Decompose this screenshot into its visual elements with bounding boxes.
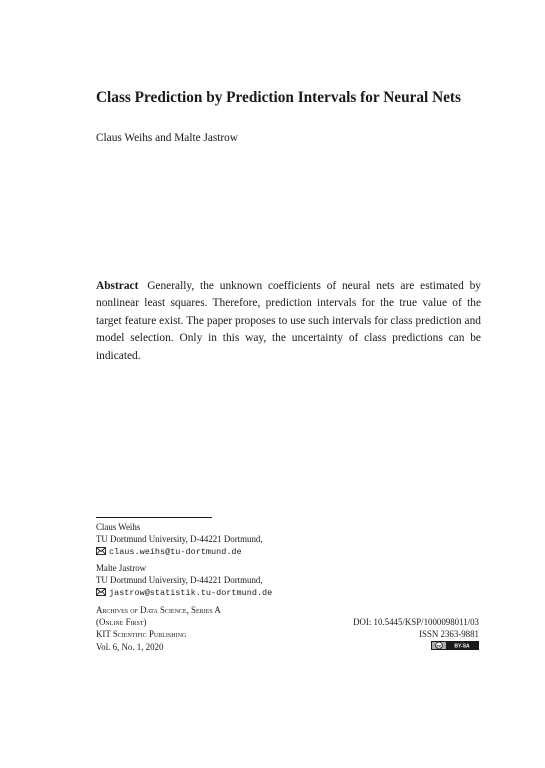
doi[interactable]: DOI: 10.5445/KSP/1000098011/03 (353, 617, 479, 627)
author1-name: Claus Weihs (96, 522, 141, 532)
publication-status: (Online First) (96, 617, 147, 627)
publisher: KIT Scientific Publishing (96, 629, 187, 639)
abstract-label: Abstract (96, 280, 139, 292)
author2-email-line (96, 586, 272, 599)
author-list: Claus Weihs and Malte Jastrow (96, 132, 238, 144)
cc-label: cc (436, 643, 442, 649)
author2-name: Malte Jastrow (96, 563, 147, 573)
volume-info: Vol. 6, No. 1, 2020 (96, 642, 164, 652)
paper-title: Class Prediction by Prediction Intervals for Neural Nets (96, 89, 461, 106)
author2-affiliation: TU Dortmund University, D-44221 Dortmund, (96, 575, 263, 585)
issn: ISSN 2363-9881 (419, 629, 479, 639)
cc-by-sa-badge[interactable] (431, 641, 479, 650)
author2-email[interactable]: jastrow@statistik.tu-dortmund.de (109, 588, 273, 598)
by-sa-label: BY-SA (454, 643, 470, 650)
author1-email-line (96, 545, 242, 558)
footnote-rule (96, 517, 212, 518)
abstract (96, 278, 481, 365)
envelope-icon (96, 547, 106, 555)
envelope-icon (96, 588, 106, 596)
abstract-text: Generally, the unknown coefficients of neural nets are estimated by nonlinear least squares. Therefore, prediction intervals for the true value of the target feature exist. The paper proposes to use such intervals for class prediction and model selection. Only in this way, the uncertainty of class predictions can be indicated. (96, 280, 481, 362)
journal-name: Archives of Data Science, Series A (96, 605, 221, 615)
author1-email[interactable]: claus.weihs@tu-dortmund.de (109, 547, 242, 557)
author1-affiliation: TU Dortmund University, D-44221 Dortmund, (96, 534, 263, 544)
